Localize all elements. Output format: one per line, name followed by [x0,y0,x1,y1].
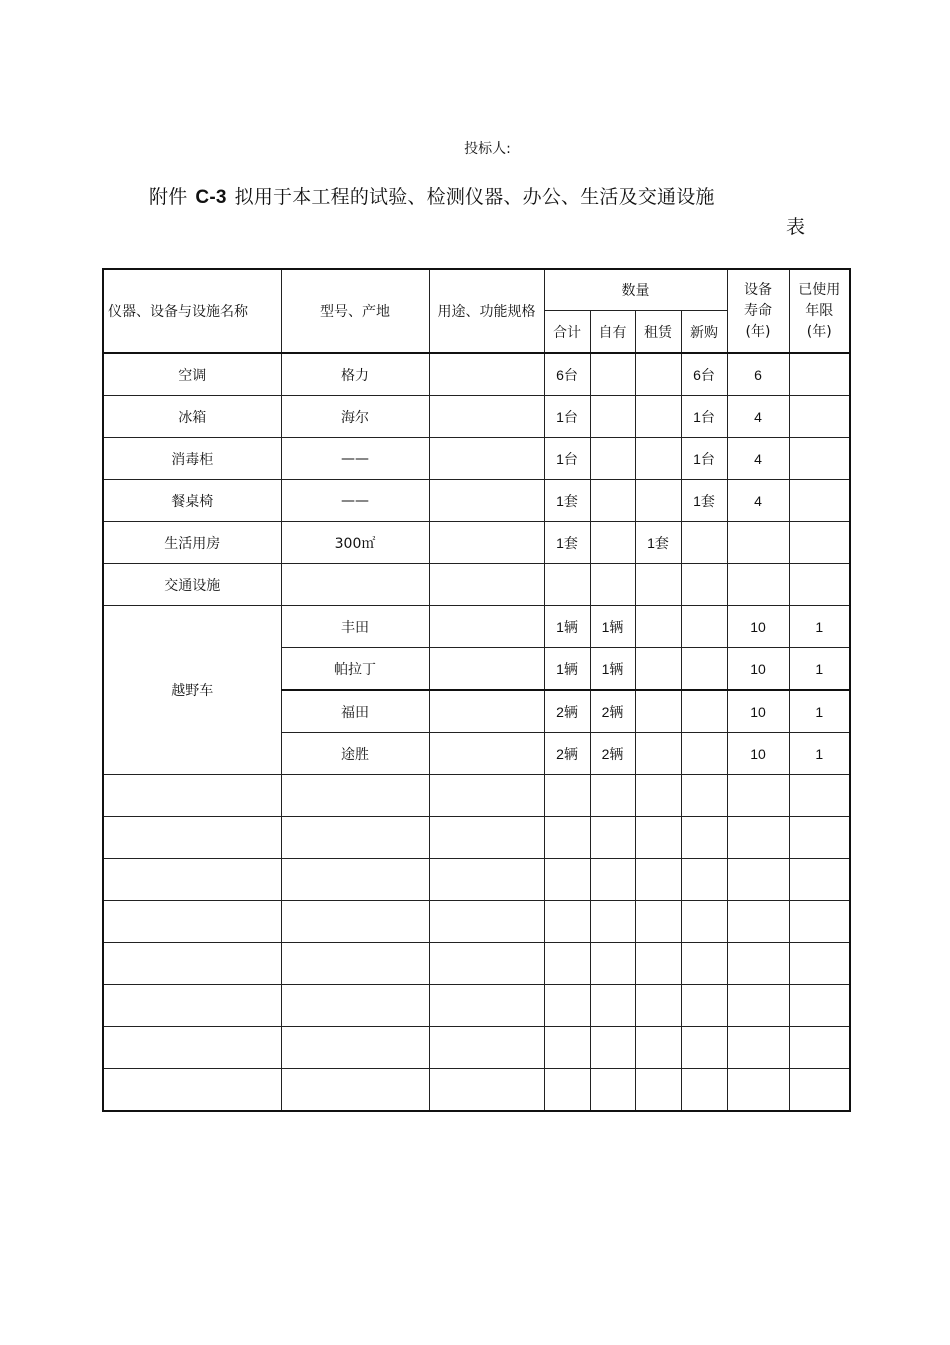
cell-used [789,480,850,522]
empty-cell[interactable] [103,901,281,943]
empty-cell[interactable] [544,817,590,859]
cell-name: 交通设施 [103,564,281,606]
empty-cell[interactable] [635,985,681,1027]
title-main: 拟用于本工程的试验、检测仪器、办公、生活及交通设施 [234,186,715,208]
cell-new: 6台 [681,353,727,396]
table-row [103,438,850,480]
empty-cell[interactable] [281,1027,429,1069]
cell-model: 帕拉丁 [281,648,429,691]
cell-life: 10 [727,648,789,691]
col-model-header: 型号、产地 [281,269,429,353]
empty-cell[interactable] [590,943,635,985]
cell-own: 1辆 [590,648,635,691]
cell-name: 生活用房 [103,522,281,564]
empty-cell[interactable] [635,775,681,817]
cell-own: 2辆 [590,690,635,733]
cell-own: 1辆 [590,606,635,648]
cell-total: 2辆 [544,690,590,733]
table-row [103,396,850,438]
cell-new [681,690,727,733]
empty-row [103,1027,850,1069]
empty-cell[interactable] [103,943,281,985]
used-header-line3: (年) [806,323,832,340]
cell-used [789,522,850,564]
cell-total: 1辆 [544,606,590,648]
empty-cell[interactable] [635,817,681,859]
empty-cell[interactable] [789,817,850,859]
cell-own [590,564,635,606]
empty-row [103,775,850,817]
empty-cell[interactable] [681,817,727,859]
empty-cell[interactable] [103,985,281,1027]
empty-cell[interactable] [281,859,429,901]
cell-life: 10 [727,690,789,733]
empty-cell[interactable] [103,859,281,901]
empty-cell[interactable] [681,943,727,985]
cell-total: 2辆 [544,733,590,775]
cell-used [789,396,850,438]
cell-life: 6 [727,353,789,396]
title-code: C-3 [195,187,227,208]
cell-rent [635,564,681,606]
cell-name-suv: 越野车 [103,606,281,775]
empty-cell[interactable] [544,943,590,985]
cell-new: 1台 [681,438,727,480]
cell-used: 1 [789,733,850,775]
empty-cell[interactable] [727,1069,789,1112]
empty-cell[interactable] [681,1069,727,1112]
empty-cell[interactable] [635,901,681,943]
col-life-header [727,269,789,353]
cell-used: 1 [789,606,850,648]
title-tail: 表 [786,216,806,238]
cell-model: 300㎡ [281,522,429,564]
document-title [149,182,715,209]
col-own-header: 自有 [590,311,635,354]
empty-cell[interactable] [103,817,281,859]
cell-rent [635,690,681,733]
cell-rent [635,733,681,775]
cell-life: 4 [727,438,789,480]
table-row [103,522,850,564]
empty-cell[interactable] [789,859,850,901]
col-usage-header: 用途、功能规格 [429,269,544,353]
cell-life: 4 [727,396,789,438]
table-row [103,606,850,648]
cell-total: 1套 [544,480,590,522]
empty-cell[interactable] [590,1069,635,1112]
cell-model: 丰田 [281,606,429,648]
empty-cell[interactable] [103,1069,281,1112]
cell-new: 1台 [681,396,727,438]
cell-used [789,438,850,480]
cell-rent [635,606,681,648]
cell-usage [429,522,544,564]
cell-new [681,606,727,648]
cell-name: 消毒柜 [103,438,281,480]
empty-cell[interactable] [681,1027,727,1069]
empty-cell[interactable] [429,901,544,943]
bidder-label: 投标人: [464,141,511,157]
cell-rent [635,648,681,691]
cell-new: 1套 [681,480,727,522]
cell-usage [429,438,544,480]
life-header-line1: 设备 [744,281,772,298]
life-header-line3: (年) [745,323,771,340]
empty-cell[interactable] [681,985,727,1027]
empty-cell[interactable] [635,943,681,985]
cell-usage [429,396,544,438]
cell-total [544,564,590,606]
cell-life: 10 [727,733,789,775]
empty-cell[interactable] [590,859,635,901]
empty-cell[interactable] [681,859,727,901]
life-header-line2: 寿命 [744,302,772,319]
cell-own [590,522,635,564]
cell-rent [635,353,681,396]
empty-cell[interactable] [727,1027,789,1069]
cell-own [590,438,635,480]
empty-cell[interactable] [590,817,635,859]
cell-used [789,353,850,396]
empty-cell[interactable] [281,817,429,859]
cell-model: —— [281,438,429,480]
cell-own: 2辆 [590,733,635,775]
empty-cell[interactable] [789,943,850,985]
empty-cell[interactable] [681,901,727,943]
table-row [103,353,850,396]
cell-name: 空调 [103,353,281,396]
empty-cell[interactable] [590,901,635,943]
used-header-line1: 已使用 [798,281,841,298]
empty-cell[interactable] [789,1027,850,1069]
cell-used: 1 [789,648,850,691]
cell-rent [635,438,681,480]
empty-cell[interactable] [281,985,429,1027]
empty-cell[interactable] [103,775,281,817]
header-row [103,269,850,311]
empty-cell[interactable] [544,1069,590,1112]
empty-cell[interactable] [727,817,789,859]
cell-name: 冰箱 [103,396,281,438]
facilities-table [102,268,851,1112]
cell-model: 福田 [281,690,429,733]
empty-cell[interactable] [544,775,590,817]
empty-cell[interactable] [103,1027,281,1069]
cell-usage [429,733,544,775]
cell-own [590,480,635,522]
cell-life: 4 [727,480,789,522]
col-name-header: 仪器、设备与设施名称 [103,269,281,353]
empty-cell[interactable] [789,1069,850,1112]
cell-usage [429,606,544,648]
cell-used: 1 [789,690,850,733]
col-rent-header: 租赁 [635,311,681,354]
cell-usage [429,480,544,522]
col-new-header: 新购 [681,311,727,354]
empty-cell[interactable] [544,1027,590,1069]
empty-cell[interactable] [727,901,789,943]
empty-cell[interactable] [429,1027,544,1069]
empty-cell[interactable] [590,1027,635,1069]
cell-total: 1套 [544,522,590,564]
cell-model: 途胜 [281,733,429,775]
cell-model: 海尔 [281,396,429,438]
empty-cell[interactable] [429,1069,544,1112]
cell-own [590,396,635,438]
empty-cell[interactable] [727,985,789,1027]
cell-usage [429,564,544,606]
cell-life: 10 [727,606,789,648]
cell-new [681,733,727,775]
empty-cell[interactable] [635,1069,681,1112]
cell-rent [635,480,681,522]
col-total-header: 合计 [544,311,590,354]
empty-cell[interactable] [281,1069,429,1112]
empty-cell[interactable] [635,1027,681,1069]
cell-used [789,564,850,606]
empty-row [103,1069,850,1112]
cell-name: 餐桌椅 [103,480,281,522]
cell-rent: 1套 [635,522,681,564]
empty-cell[interactable] [789,985,850,1027]
empty-cell[interactable] [429,943,544,985]
empty-cell[interactable] [789,901,850,943]
empty-cell[interactable] [635,859,681,901]
cell-model [281,564,429,606]
col-quantity-header: 数量 [544,269,727,311]
cell-total: 1台 [544,438,590,480]
empty-cell[interactable] [281,901,429,943]
empty-cell[interactable] [281,775,429,817]
empty-cell[interactable] [681,775,727,817]
cell-rent [635,396,681,438]
empty-cell[interactable] [727,775,789,817]
empty-row [103,943,850,985]
empty-cell[interactable] [429,775,544,817]
empty-cell[interactable] [727,943,789,985]
title-prefix: 附件 [149,186,188,208]
empty-cell[interactable] [590,775,635,817]
cell-own [590,353,635,396]
empty-cell[interactable] [544,901,590,943]
cell-total: 1辆 [544,648,590,691]
empty-row [103,985,850,1027]
empty-cell[interactable] [429,985,544,1027]
used-header-line2: 年限 [805,302,834,319]
cell-new [681,648,727,691]
empty-cell[interactable] [590,985,635,1027]
empty-cell[interactable] [429,859,544,901]
cell-usage [429,690,544,733]
empty-row [103,901,850,943]
empty-row [103,817,850,859]
empty-cell[interactable] [281,943,429,985]
empty-cell[interactable] [544,985,590,1027]
cell-new [681,522,727,564]
table-row [103,564,850,606]
empty-cell[interactable] [429,817,544,859]
cell-usage [429,353,544,396]
empty-row [103,859,850,901]
cell-total: 1台 [544,396,590,438]
cell-life [727,564,789,606]
table-row [103,480,850,522]
empty-cell[interactable] [789,775,850,817]
col-used-header [789,269,850,353]
cell-usage [429,648,544,691]
empty-cell[interactable] [727,859,789,901]
cell-new [681,564,727,606]
cell-life [727,522,789,564]
empty-cell[interactable] [544,859,590,901]
cell-model: 格力 [281,353,429,396]
cell-total: 6台 [544,353,590,396]
cell-model: —— [281,480,429,522]
